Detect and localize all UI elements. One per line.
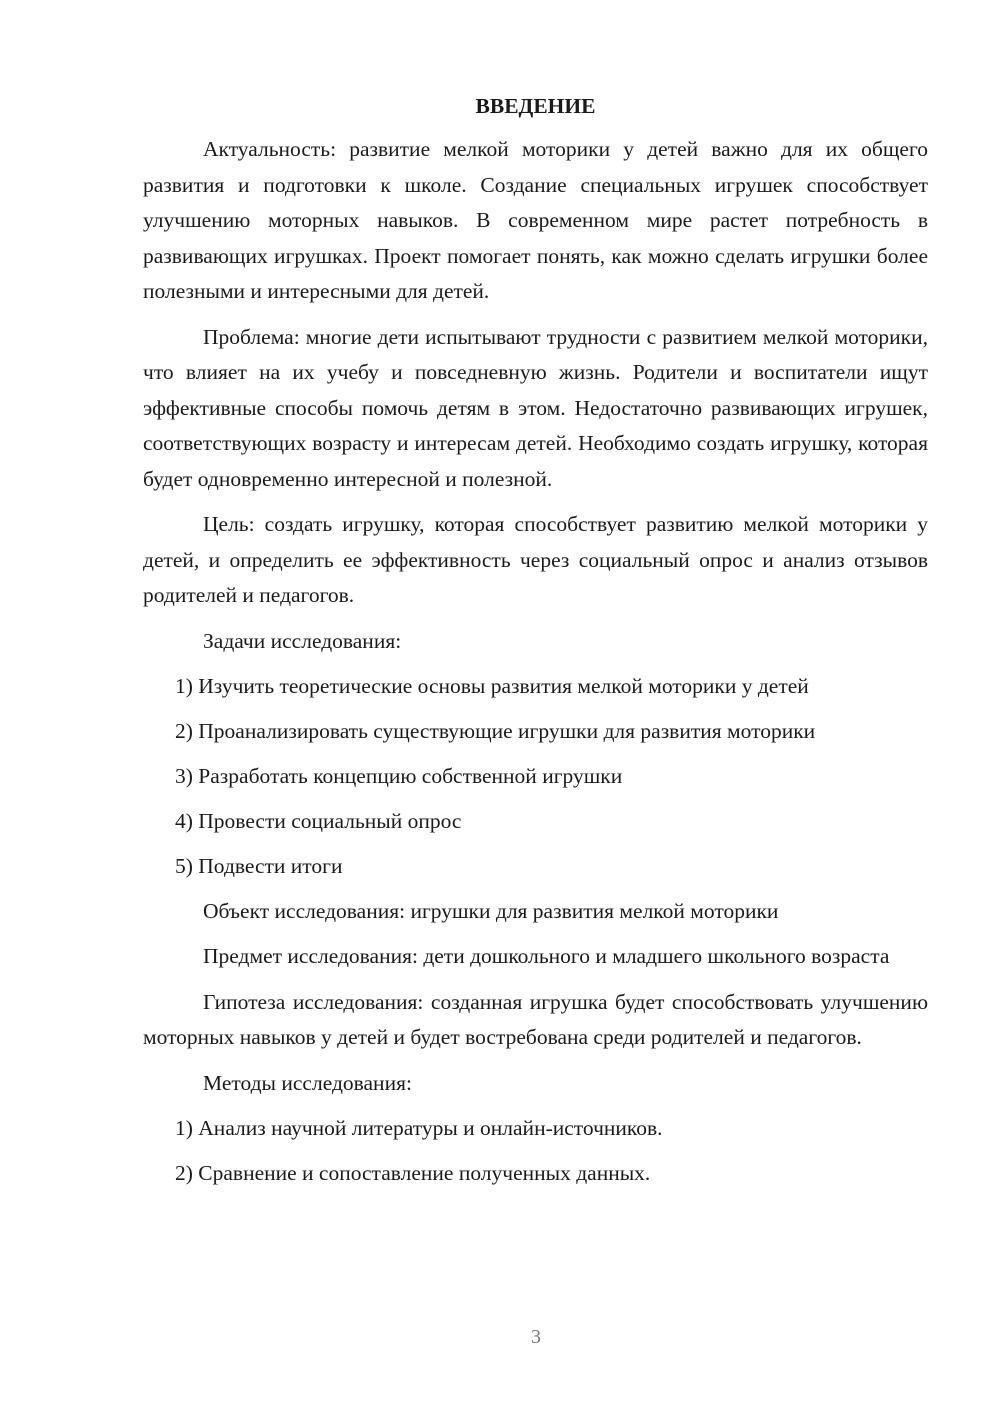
paragraph-relevance: Актуальность: развитие мелкой моторики у детей важно для их общего развития и подготовки к школе. Создание специальных игрушек способствует улучшению моторных навыков. В современном мире растет потребность в развивающих игрушках. Проект помогает понять, как можно сделать игрушки более полезными и интересными для детей. — [143, 137, 928, 303]
paragraph-object: Объект исследования: игрушки для развития мелкой моторики — [203, 898, 779, 923]
tasks-heading: Задачи исследования: — [203, 628, 402, 653]
section-title: ВВЕДЕНИЕ — [475, 94, 596, 118]
page-number: 3 — [531, 1326, 541, 1348]
list-item: 2) Проанализировать существующие игрушки для развития моторики — [175, 718, 816, 743]
paragraph-problem: Проблема: многие дети испытывают трудности с развитием мелкой моторики, что влияет на их учебу и повседневную жизнь. Родители и воспитатели ищут эффективные способы помочь детям в этом. Недостаточно развивающих игрушек, соответствующих возрасту и интересам детей. Необходимо создать игрушку, которая будет одновременно интересной и полезной. — [143, 324, 928, 491]
list-item: 4) Провести социальный опрос — [175, 808, 462, 833]
list-item: 1) Изучить теоретические основы развития мелкой моторики у детей — [175, 673, 809, 698]
list-item: 3) Разработать концепцию собственной игрушки — [175, 763, 623, 788]
list-item: 2) Сравнение и сопоставление полученных данных. — [175, 1160, 651, 1185]
methods-list — [143, 1111, 928, 1192]
tasks-list — [143, 669, 928, 885]
paragraph-goal: Цель: создать игрушку, которая способствует развитию мелкой моторики у детей, и определить ее эффективность через социальный опрос и анализ отзывов родителей и педагогов. — [143, 512, 928, 607]
methods-heading: Методы исследования: — [203, 1070, 412, 1095]
document-page — [143, 90, 928, 1201]
paragraph-hypothesis: Гипотеза исследования: созданная игрушка будет способствовать улучшению моторных навыков у детей и будет востребована среди родителей и педагогов. — [143, 989, 928, 1049]
list-item: 5) Подвести итоги — [175, 853, 343, 878]
list-item: 1) Анализ научной литературы и онлайн-источников. — [175, 1115, 663, 1140]
paragraph-subject: Предмет исследования: дети дошкольного и младшего школьного возраста — [203, 944, 890, 968]
